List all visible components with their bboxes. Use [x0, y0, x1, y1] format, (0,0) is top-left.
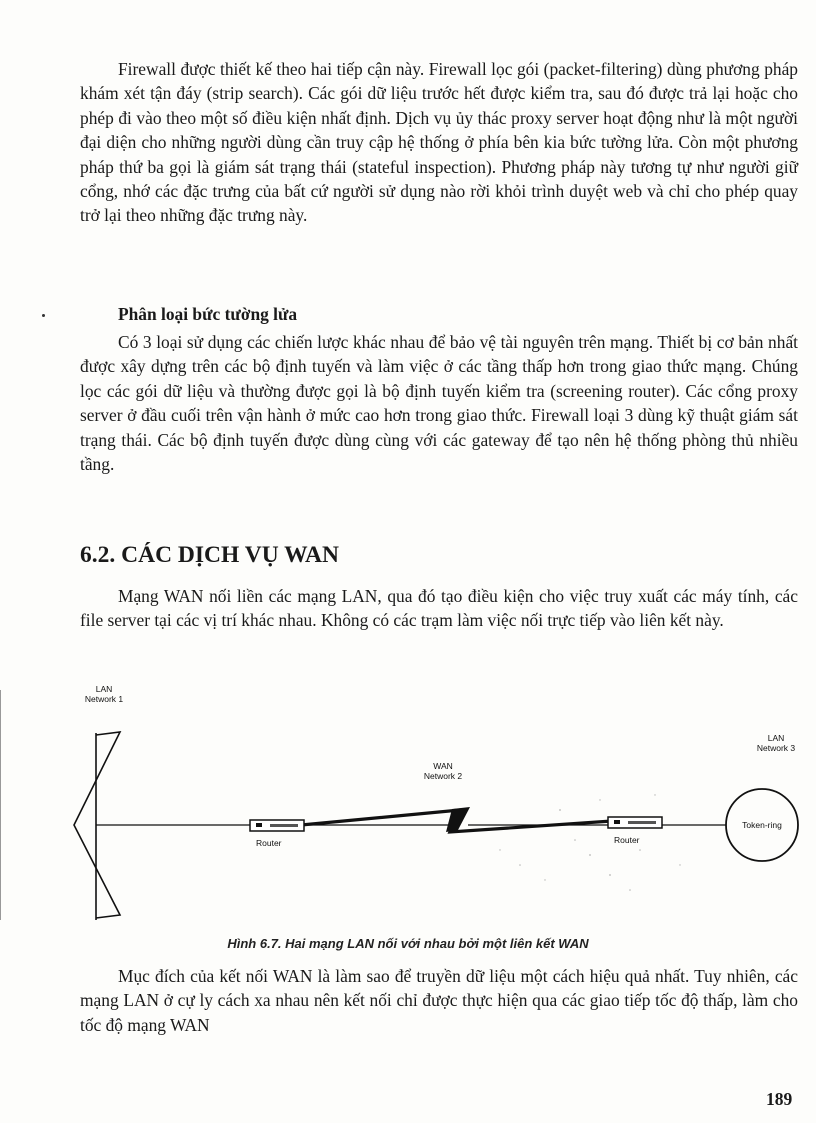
page-number: 189 [766, 1089, 793, 1109]
paragraph-wan-intro: Mạng WAN nối liền các mạng LAN, qua đó tạo điều kiện cho việc truy xuất các máy tính, các file server tại các vị trí khác nhau. Không có các trạm làm việc nối trực tiếp vào liên kết này. [80, 586, 798, 631]
figure-caption: Hình 6.7. Hai mạng LAN nối với nhau bởi một liên kết WAN [227, 936, 589, 951]
lan-network-1-label [84, 684, 124, 704]
paragraph-wan-purpose: Mục đích của kết nối WAN là làm sao để truyền dữ liệu một cách hiệu quả nhất. Tuy nhiên, các mạng LAN ở cự ly cách xa nhau nên kết nối chỉ được thực hiện qua các giao tiếp tốc độ thấp, làm cho tốc độ mạng WAN [80, 966, 798, 1035]
text-block-classification [80, 330, 798, 476]
paragraph-classification: Có 3 loại sử dụng các chiến lược khác nhau để bảo vệ tài nguyên trên mạng. Thiết bị cơ bản nhất được xây dựng trên các bộ định tuyến và làm việc ở các tầng thấp hơn trong giao thức mạng. Chúng lọc các gói dữ liệu và thường được gọi là bộ định tuyến kiểm tra (screening router). Các cổng proxy server ở đầu cuối trên vận hành ở mức cao hơn trong giao thức. Firewall loại 3 dùng kỹ thuật giám sát trạng thái. Các bộ định tuyến được dùng cùng với các gateway để tạo nên hệ thống phòng thủ nhiều tầng. [80, 332, 798, 475]
text-block-firewall [80, 57, 798, 228]
lan-network-3-label [746, 733, 806, 753]
subheading-firewall-classification: Phân loại bức tường lửa [118, 304, 298, 324]
wan-diagram-drawing [0, 680, 816, 920]
text-block-wan-intro [80, 584, 798, 633]
lan-network-1-label-line1: LAN [95, 684, 113, 694]
lan-network-3-label-line1: LAN [767, 733, 785, 743]
text-block-wan-purpose [80, 964, 798, 1037]
margin-dot [42, 314, 45, 317]
router-right-label: Router [614, 835, 640, 845]
wan-network-2-label-line2: Network 2 [423, 771, 463, 781]
wan-diagram [0, 680, 816, 920]
router-left-icon [250, 820, 304, 831]
lan-network-1-label-line2: Network 1 [84, 694, 124, 704]
lan-network-1-shape [74, 732, 120, 920]
lan-network-3-label-line2: Network 3 [756, 743, 796, 753]
wan-network-2-label [420, 761, 466, 781]
token-ring-label: Token-ring [742, 820, 782, 830]
wan-network-2-label-line1: WAN [433, 761, 453, 771]
router-right-icon [608, 817, 662, 828]
router-left-label: Router [256, 838, 282, 848]
wan-lightning-link [280, 810, 612, 832]
paragraph-firewall-approaches: Firewall được thiết kế theo hai tiếp cận này. Firewall lọc gói (packet-filtering) dùng phương pháp khám xét tận đáy (strip search). Các gói dữ liệu trước hết được kiểm tra, sau đó được trả lại hoặc cho phép đi vào theo một số điều kiện nhất định. Dịch vụ ủy thác proxy server hoạt động như là một người đại diện cho những người dùng cần truy cập hệ thống ở phía bên kia bức tường lửa. Còn một phương pháp thứ ba gọi là giám sát trạng thái (stateful inspection). Phương pháp này tương tự như người giữ cổng, nhớ các đặc trưng của bất cứ người sử dụng nào rời khỏi trình duyệt web và chỉ cho phép quay trở lại theo những đặc trưng này. [80, 59, 798, 226]
section-title: 6.2. CÁC DỊCH VỤ WAN [80, 542, 339, 568]
